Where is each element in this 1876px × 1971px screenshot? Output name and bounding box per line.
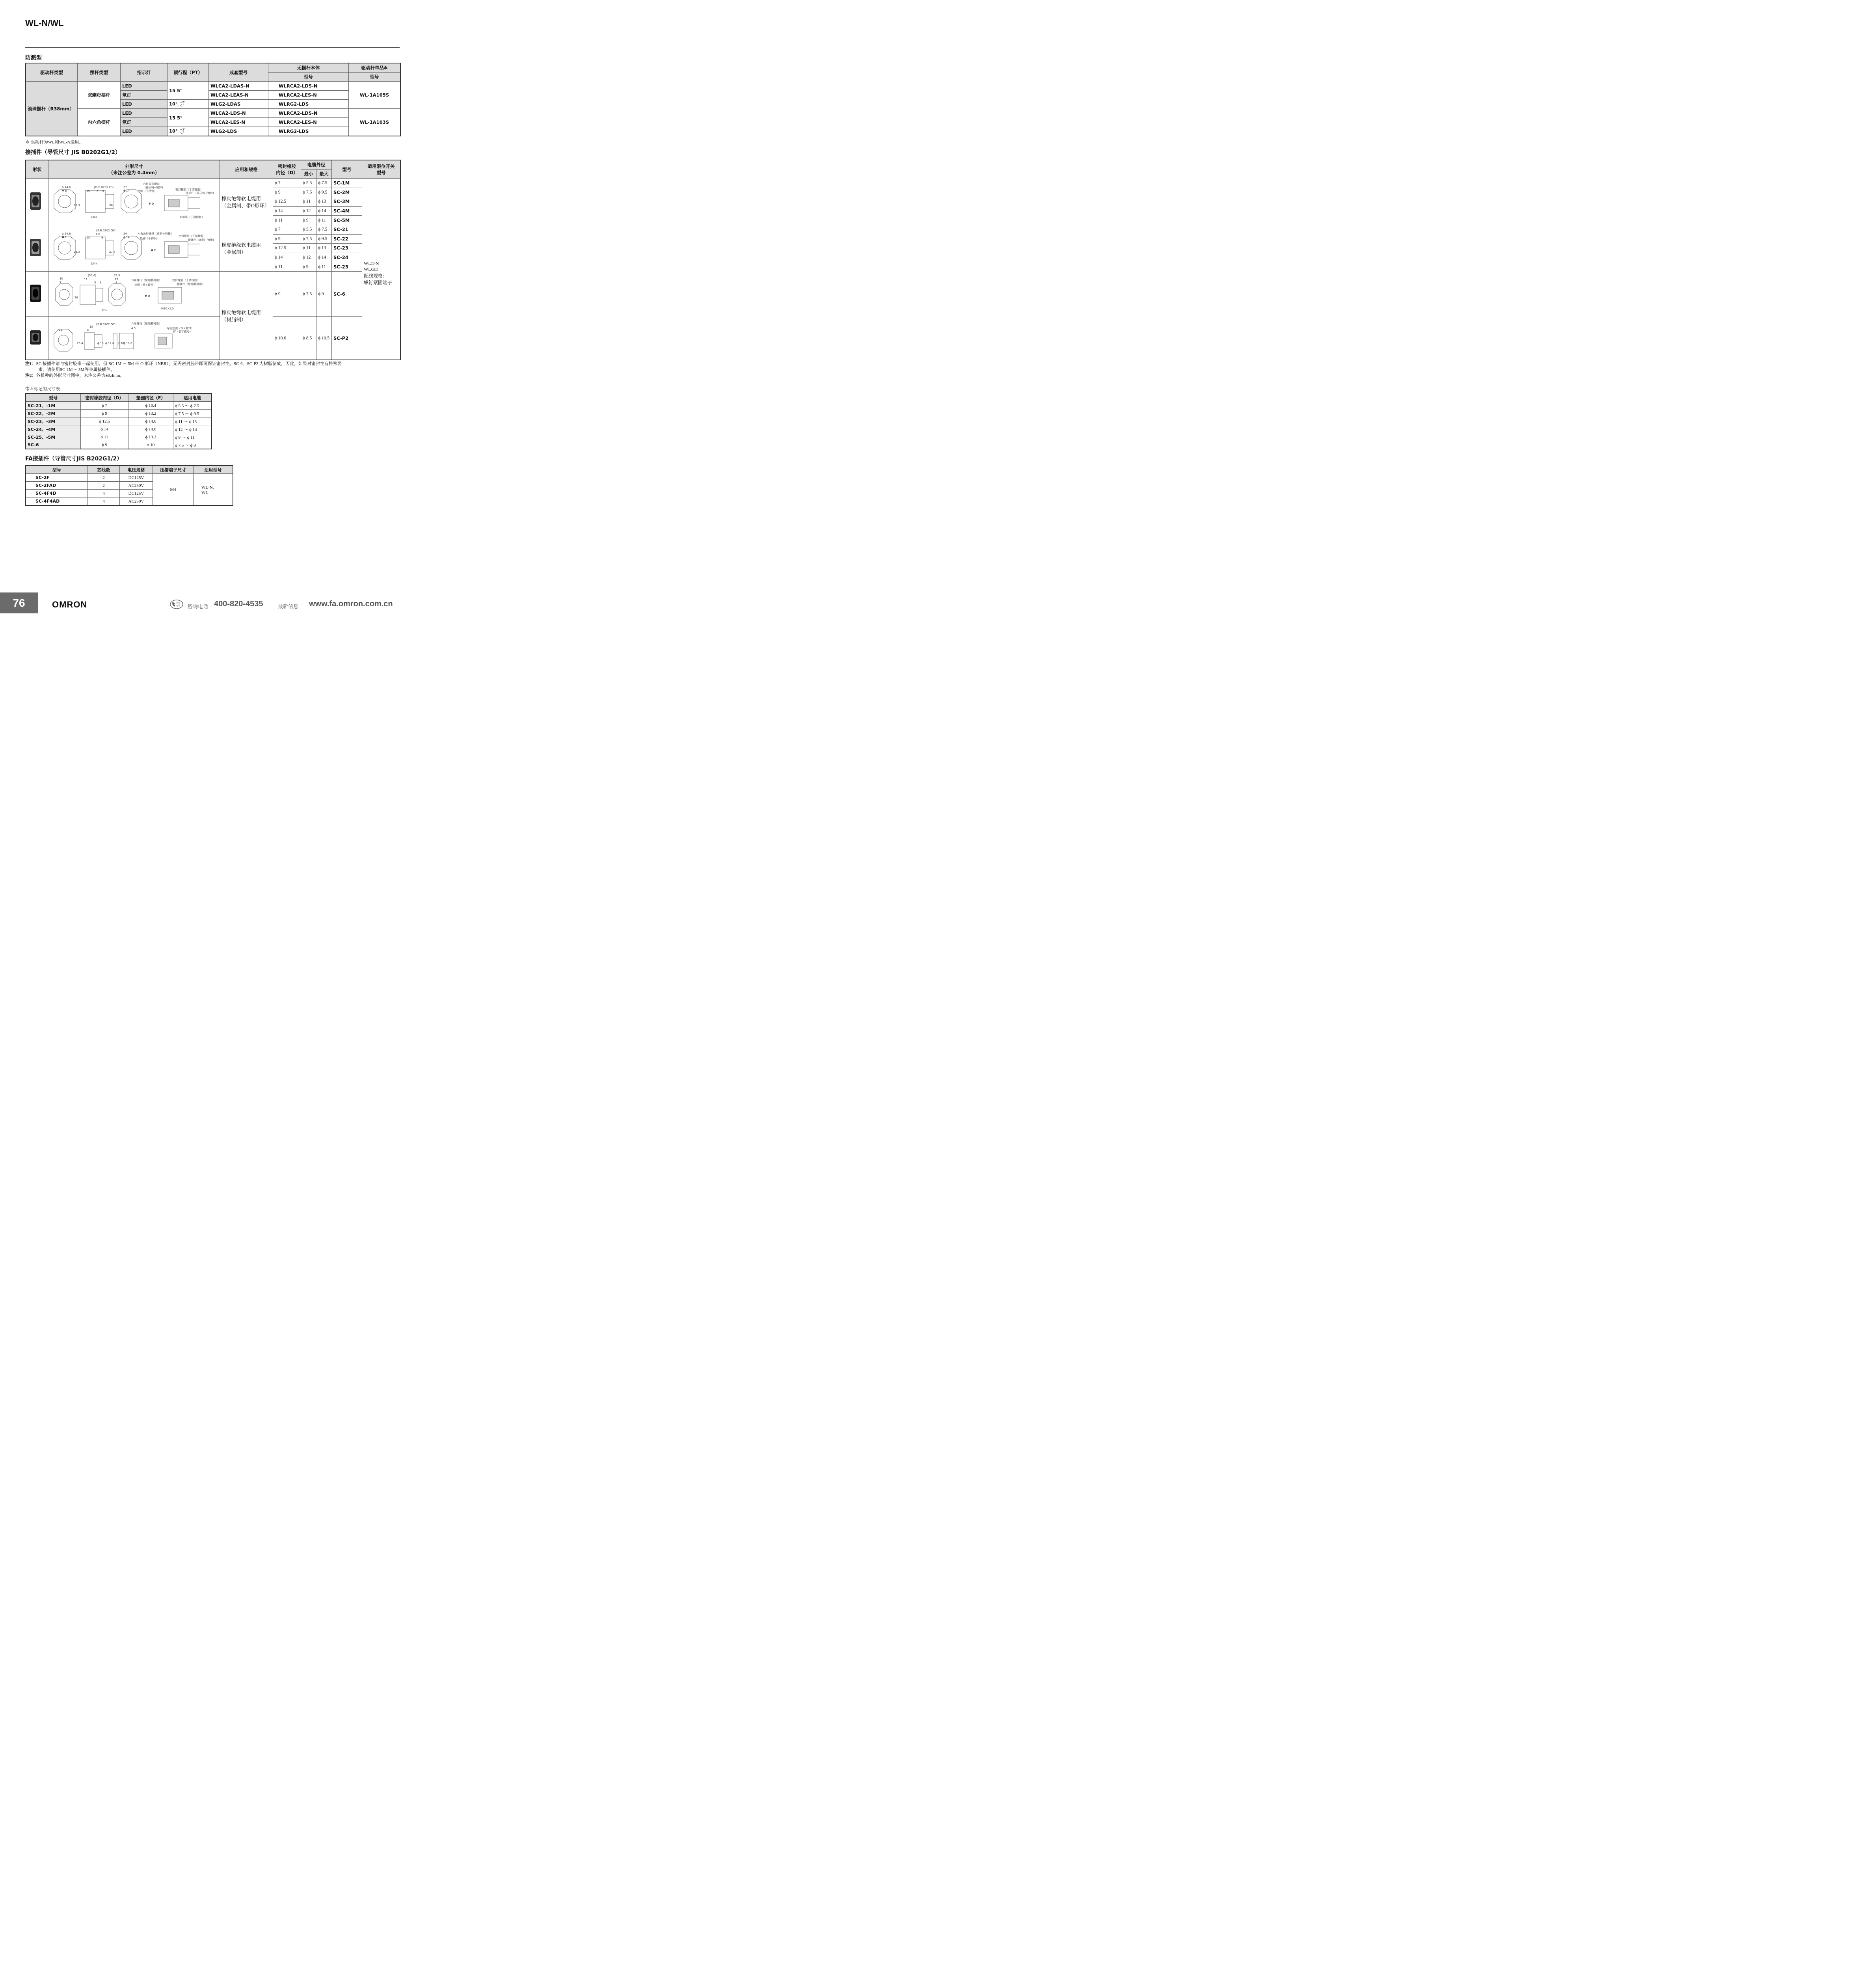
col-single-model: 型号 [349, 73, 400, 82]
actuator-cell: 滚珠摆杆（R38mm） [26, 82, 78, 136]
col-max: 最大 [316, 170, 332, 179]
dim-label: ✽ E [62, 189, 67, 192]
cell: 4 [88, 490, 120, 497]
connector-photo-2 [26, 225, 48, 272]
table-row [26, 425, 212, 433]
application-cell: 橡皮绝缘软电缆用 （树脂制） [220, 272, 273, 360]
dim-label: 27 [123, 186, 127, 189]
model-cell: SC-6 [26, 441, 81, 449]
col-min: 最小 [301, 170, 316, 179]
set-model-cell: WLCA2-LES-N [209, 118, 268, 127]
cable-min-cell: ϕ 5.5 [301, 225, 316, 235]
table-row [26, 109, 400, 118]
model-cell: SC-25 [332, 262, 362, 272]
dim-label: ϕ 12.6 [105, 342, 114, 345]
single-model-cell: WL-1A103S [349, 109, 400, 136]
cell: ϕ 7.5 ～ ϕ 9.5 [173, 410, 212, 417]
dim-label: 15 [89, 325, 93, 328]
set-model-cell: WLCA2-LEAS-N [209, 91, 268, 100]
note-text: 各机种的外形尺寸图中，未注公差为±0.4mm。 [36, 373, 125, 378]
model-cell: SC-4M [332, 206, 362, 216]
applicable-cell: WL-N、 WL [194, 474, 233, 506]
dim-label: 5 [87, 328, 89, 332]
col-voltage: 电压规格 [120, 466, 153, 474]
seal-subheader: 内径（D） [276, 170, 298, 175]
dim-label: 垫圈（不锈钢） [138, 190, 157, 193]
body-model-cell: WLRG2-LDS [268, 127, 349, 136]
dim-label: ϕ 18 [97, 342, 104, 345]
dim-label: JIS B 0202 G½ [96, 323, 116, 326]
body-model-cell: WLRCA2-LDS-N [268, 82, 349, 91]
cable-max-cell: ϕ 9 [316, 272, 332, 317]
connector-photo-3 [26, 272, 48, 317]
model-cell: SC-25、-5M [26, 433, 81, 441]
cell: AC250V [120, 482, 153, 490]
dimension-drawing-svg [50, 225, 218, 270]
dim-label: ϕ 10.6 [123, 342, 132, 345]
dim-label: 25.4 [77, 342, 83, 345]
col-terminal: 压接端子尺寸 [153, 466, 194, 474]
dimension-drawing-svg [50, 179, 218, 224]
cell: 2 [88, 482, 120, 490]
cable-min-cell: ϕ 12 [301, 253, 316, 262]
cell: ϕ 13.2 [128, 410, 173, 417]
model-cell: SC-21 [332, 225, 362, 235]
cable-min-cell: ϕ 11 [301, 197, 316, 207]
cable-max-cell: ϕ 14 [316, 206, 332, 216]
dimension-drawing-3 [48, 272, 220, 317]
model-cell: SC-4F4D [26, 490, 88, 497]
dim-label: 环（氯丁橡胶） [173, 330, 192, 333]
cell: DC125V [120, 474, 153, 482]
indicator-cell: LED [121, 82, 168, 91]
dim-label: 26 [74, 296, 78, 299]
lever-cell: 双螺母摆杆 [78, 82, 121, 109]
cable-min-cell: ϕ 9 [301, 216, 316, 225]
cable-min-cell: ϕ 12 [301, 206, 316, 216]
dim-label: 密封橡胶（丁腈橡胶) [179, 235, 205, 238]
dim-label: 密封橡胶（丁腈橡胶） [172, 279, 200, 282]
pt-cell [168, 127, 209, 136]
col-applicable: 适用型号 [194, 466, 233, 474]
note-2 [25, 373, 404, 379]
col-model: 型号 [26, 466, 88, 474]
table-row [26, 402, 212, 410]
model-cell: SC-2FAD [26, 482, 88, 490]
title-divider [25, 47, 400, 48]
cell: ϕ 14.6 [128, 425, 173, 433]
fa-connectors-table [25, 465, 233, 506]
cell: ϕ 10 [128, 441, 173, 449]
col-indicator: 指示灯 [121, 63, 168, 82]
model-cell: SC-P2 [332, 317, 362, 360]
dim-label: ✽ E [62, 236, 67, 239]
model-cell: SC-2F [26, 474, 88, 482]
model-cell: SC-2M [332, 188, 362, 197]
col-model: 型号 [26, 393, 81, 402]
note-1-cont: 求，请使用SC-1M～-5M等金属接插件。 [38, 367, 115, 372]
phone-number: 400-820-4535 [214, 600, 263, 608]
indicator-cell: LED [121, 100, 168, 109]
col-single-group: 驱动杆单品✽ [349, 63, 400, 73]
seal-id-cell: ϕ 11 [273, 262, 301, 272]
pt-tolerance [180, 128, 186, 134]
lever-cell: 内六角摆杆 [78, 109, 121, 136]
icon-text: 免费 [176, 602, 181, 604]
table-row [26, 441, 212, 449]
note-label: 注2： [25, 373, 36, 378]
dim-label: JIS B 0202 G½ [94, 186, 114, 189]
page-title: WL-N/WL [25, 18, 64, 28]
cable-min-cell: ϕ 8.5 [301, 317, 316, 360]
pt-tol-minus: -1° [180, 104, 184, 107]
dim-label: 六角盖形螺母（黄铜＋镀镍) [138, 232, 172, 235]
cell: ϕ 11 ～ ϕ 13 [173, 417, 212, 425]
seal-header: 密封橡胶 [278, 163, 296, 169]
dim-label: 12 [115, 278, 118, 281]
dim-label: ϕ 18 [118, 342, 124, 345]
pt-cell [168, 100, 209, 109]
model-cell: SC-5M [332, 216, 362, 225]
application-cell: 橡皮绝缘软电缆用 （金属制） [220, 225, 273, 272]
seal-id-cell: ϕ 9 [273, 272, 301, 317]
connector-photo-icon [28, 236, 43, 259]
cable-max-cell: ϕ 11 [316, 262, 332, 272]
cell: ϕ 13.2 [128, 433, 173, 441]
indicator-cell: LED [121, 127, 168, 136]
cable-min-cell: ϕ 7.5 [301, 188, 316, 197]
seal-id-cell: ϕ 14 [273, 253, 301, 262]
col-model: 型号 [332, 160, 362, 179]
dim-label: 接插件（黄铜＋镀镍) [188, 238, 214, 242]
cable-max-cell: ϕ 14 [316, 253, 332, 262]
dim-label: O形环（丁腈橡胶） [180, 216, 205, 219]
table-row [26, 179, 400, 188]
connector-photo-icon [28, 189, 43, 213]
cell: ϕ 9 [81, 441, 128, 449]
omron-logo: OMRON [52, 600, 87, 609]
phone-icon [169, 599, 184, 609]
dim-label: (34) [91, 262, 97, 265]
set-model-cell: WLG2-LDS [209, 127, 268, 136]
table-row [26, 317, 400, 360]
note-label: 注1： [25, 361, 36, 366]
cable-min-cell: ϕ 7.5 [301, 234, 316, 244]
seal-id-cell: ϕ 7 [273, 225, 301, 235]
table-row [26, 417, 212, 425]
col-cores: 芯线数 [88, 466, 120, 474]
col-seal-id [273, 160, 301, 179]
dim-label: 垫圈（铁+镀锌） [134, 283, 156, 287]
connector-photo-icon [28, 281, 43, 305]
cell: DC125V [120, 490, 153, 497]
dim-label: 接插件（聚缩醛树脂） [177, 283, 205, 286]
body-model-cell: WLRG2-LDS [268, 100, 349, 109]
pt-cell: 15 5° [168, 109, 209, 127]
dimension-drawing-1 [48, 179, 220, 225]
note-1 [25, 361, 404, 367]
dim-label: 24 [123, 232, 127, 235]
dim-label: ϕ 14.6 [62, 232, 71, 235]
dim-label: 15 [86, 236, 90, 239]
pt-value: 10° [169, 101, 178, 107]
cable-min-cell: ϕ 7.5 [301, 272, 316, 317]
model-cell: SC-24、-4M [26, 425, 81, 433]
dim-label: 22.5 [114, 274, 120, 277]
connector-photo-1 [26, 179, 48, 225]
cell: ϕ 9 ～ ϕ 11 [173, 433, 212, 441]
dimension-table [25, 393, 212, 449]
pt-cell: 15 5° [168, 82, 209, 100]
dimension-drawing-svg [50, 272, 218, 315]
indicator-cell: LED [121, 109, 168, 118]
dim-label: (30.6) [88, 274, 97, 277]
table-row [26, 82, 400, 91]
table-row [26, 272, 400, 317]
cable-max-cell: ϕ 13 [316, 197, 332, 207]
connector-notes [25, 361, 404, 379]
col-cable-od: 电缆外径 [301, 160, 332, 170]
connector-photo-4 [26, 317, 48, 360]
set-model-cell: WLCA2-LDS-N [209, 109, 268, 118]
dim-label: 29.3 [74, 204, 80, 207]
dim-label: 5 [97, 190, 99, 193]
pt-tol-plus: +2° [180, 101, 186, 104]
set-model-cell: WLCA2-LDAS-N [209, 82, 268, 91]
cable-min-cell: ϕ 9 [301, 262, 316, 272]
cell: ϕ 14.6 [128, 417, 173, 425]
model-cell: SC-23、-3M [26, 417, 81, 425]
dim-label: ✽ D [149, 202, 154, 205]
switch-subheader: 型号 [376, 170, 386, 175]
seal-id-cell: ϕ 9 [273, 234, 301, 244]
dim-label: 导管垫圈（铁+镀锌） [167, 327, 194, 330]
col-cable: 适用电缆 [173, 393, 212, 402]
cell: ϕ 12 ～ ϕ 14 [173, 425, 212, 433]
model-cell: SC-1M [332, 179, 362, 188]
col-actuator-type: 驱动杆类型 [26, 63, 78, 82]
seal-id-cell: ϕ 9 [273, 188, 301, 197]
page-number: 76 [0, 592, 38, 613]
model-cell: SC-4F4AD [26, 497, 88, 506]
dim-label: 9 [115, 281, 117, 284]
cable-min-cell: ϕ 5.5 [301, 179, 316, 188]
dim-label: 22 [59, 328, 62, 332]
website-link[interactable]: www.fa.omron.com.cn [309, 600, 393, 608]
dim-label: ϕ 14 [123, 236, 130, 239]
col-body-model: 型号 [268, 73, 349, 82]
dim-label: 30 [109, 204, 113, 207]
single-model-cell: WL-1A105S [349, 82, 400, 109]
indicator-cell: 氖灯 [121, 118, 168, 127]
dim-label: 9 [60, 280, 61, 283]
dim-label: 4.8 [96, 233, 100, 236]
application-cell: 橡皮绝缘软电缆用 （金属制、带O形环） [220, 179, 273, 225]
cable-max-cell: ϕ 7.5 [316, 179, 332, 188]
col-set-model: 成套型号 [209, 63, 268, 82]
section-heading-connectors: 接插件（导管尺寸 JIS B0202G1/2） [25, 149, 121, 156]
col-switch [362, 160, 401, 179]
cable-max-cell: ϕ 7.5 [316, 225, 332, 235]
cable-max-cell: ϕ 13 [316, 244, 332, 253]
cell: ϕ 7 [81, 402, 128, 410]
cell: ϕ 10.4 [128, 402, 173, 410]
cell: ϕ 9 [81, 410, 128, 417]
dimension-table-caption: 带✽标记的尺寸表 [25, 387, 60, 391]
model-cell: SC-23 [332, 244, 362, 253]
switch-header: 适用限位开关 [367, 163, 395, 169]
table-row [26, 410, 212, 417]
cell: ϕ 7.5 ～ ϕ 9 [173, 441, 212, 449]
note-text: SC 接插件请与密封胶带一起使用。但 SC-1M ～ 5M 带 O 形环（NBR），无需密封胶带即可保证密封性。SC-6、SC-P2 为树脂制成，因此，如果对密封性有特殊要 [36, 361, 342, 366]
col-pretravel: 预行程（PT） [168, 63, 209, 82]
dim-label: (锌压铸+镀锌) [145, 186, 163, 189]
dims-subheader: （未注公差为 0.4mm） [108, 170, 160, 175]
dim-label: M20×1.5 [161, 307, 174, 310]
cable-max-cell: ϕ 9.5 [316, 188, 332, 197]
cell: ϕ 11 [81, 433, 128, 441]
table-row [26, 433, 212, 441]
table-row [26, 474, 233, 482]
cable-max-cell: ϕ 11 [316, 216, 332, 225]
dim-label: 27.7 [109, 250, 115, 253]
dims-header: 外形尺寸 [125, 163, 143, 169]
model-cell: SC-3M [332, 197, 362, 207]
seal-id-cell: ϕ 10.6 [273, 317, 301, 360]
dim-label: 15 [86, 190, 90, 193]
dimension-drawing-svg [50, 317, 218, 358]
connectors-table [25, 160, 401, 360]
pt-tol-plus: +2° [180, 128, 186, 131]
pt-tolerance [180, 101, 186, 107]
model-cell: SC-22 [332, 234, 362, 244]
seal-id-cell: ϕ 11 [273, 216, 301, 225]
switch-models-cell: WL□-N WLG□ 配线规格： 螺钉紧固端子 [362, 179, 401, 360]
phone-label: 咨询电话 [188, 604, 208, 610]
dim-label: 10 [60, 277, 63, 280]
cell: AC250V [120, 497, 153, 506]
col-dimensions [48, 160, 220, 179]
dim-label: 5 [94, 281, 96, 284]
dim-label: 六角螺母（聚缩醛树脂） [131, 279, 162, 282]
dim-label: (34) [91, 216, 97, 219]
dimension-drawing-4 [48, 317, 220, 360]
model-cell: SC-21、-1M [26, 402, 81, 410]
cable-min-cell: ϕ 11 [301, 244, 316, 253]
cell: ϕ 12.5 [81, 417, 128, 425]
col-body-group: 无摆杆本体 [268, 63, 349, 73]
footnote: ✽ 驱动杆为WL和WL-N通用。 [25, 140, 84, 145]
col-shape: 形状 [26, 160, 48, 179]
dim-label: 9 [102, 190, 104, 193]
col-lever-type: 摆杆类型 [78, 63, 121, 82]
dim-label: 密封橡胶（丁腈橡胶） [175, 188, 203, 191]
dim-label: 接插件（锌压铸+镀锌) [186, 192, 214, 195]
dim-label: 六角盖形螺母 [143, 183, 160, 186]
section-heading-fa-connectors: FA接插件（导管尺寸JIS B202G1/2） [25, 456, 123, 462]
dim-label: ϕ 14 [123, 189, 130, 192]
icon-text: 电话 [176, 605, 181, 607]
model-cell: SC-22、-2M [26, 410, 81, 417]
web-label: 最新信息 [278, 604, 299, 610]
dim-label: G½ [102, 309, 107, 312]
cell: ϕ 14 [81, 425, 128, 433]
section-heading-splashproof: 防溅型 [25, 55, 42, 61]
body-model-cell: WLRCA2-LES-N [268, 91, 349, 100]
pt-value: 10° [169, 128, 178, 134]
table-row [26, 225, 400, 235]
cell: ϕ 5.5 ～ ϕ 7.5 [173, 402, 212, 410]
splashproof-table [25, 63, 401, 136]
col-seal-id: 密封橡胶内径（D） [81, 393, 128, 402]
seal-id-cell: ϕ 12.5 [273, 244, 301, 253]
dim-label: 29.3 [74, 250, 80, 253]
model-cell: SC-24 [332, 253, 362, 262]
seal-id-cell: ϕ 7 [273, 179, 301, 188]
dim-label: ✽ D [145, 294, 150, 298]
seal-id-cell: ϕ 14 [273, 206, 301, 216]
dim-label: ✽ D [151, 249, 156, 252]
dimension-drawing-2 [48, 225, 220, 272]
dim-label: 9 [101, 236, 103, 239]
terminal-cell: M4 [153, 474, 194, 506]
cell: 4 [88, 497, 120, 506]
col-washer-id: 垫圈内径（E） [128, 393, 173, 402]
dim-label: 9 [100, 281, 102, 284]
dim-label: 垫圈（不锈钢) [140, 237, 158, 240]
pt-tol-minus: -1° [180, 131, 184, 134]
model-cell: SC-6 [332, 272, 362, 317]
set-model-cell: WLG2-LDAS [209, 100, 268, 109]
indicator-cell: 氖灯 [121, 91, 168, 100]
body-model-cell: WLRCA2-LDS-N [268, 109, 349, 118]
dim-label: 4.5 [131, 327, 136, 330]
dim-label: 六角螺母（聚缩醛树脂） [131, 322, 162, 325]
connector-photo-icon [28, 326, 43, 348]
dim-label: 12 [84, 278, 87, 281]
dim-label: ϕ 14.6 [62, 186, 71, 189]
cell: 2 [88, 474, 120, 482]
seal-id-cell: ϕ 12.5 [273, 197, 301, 207]
col-application: 应用和规格 [220, 160, 273, 179]
dim-label: JIS B 0202 G½ [96, 229, 116, 232]
cable-max-cell: ϕ 10.5 [316, 317, 332, 360]
cable-max-cell: ϕ 9.5 [316, 234, 332, 244]
body-model-cell: WLRCA2-LES-N [268, 118, 349, 127]
